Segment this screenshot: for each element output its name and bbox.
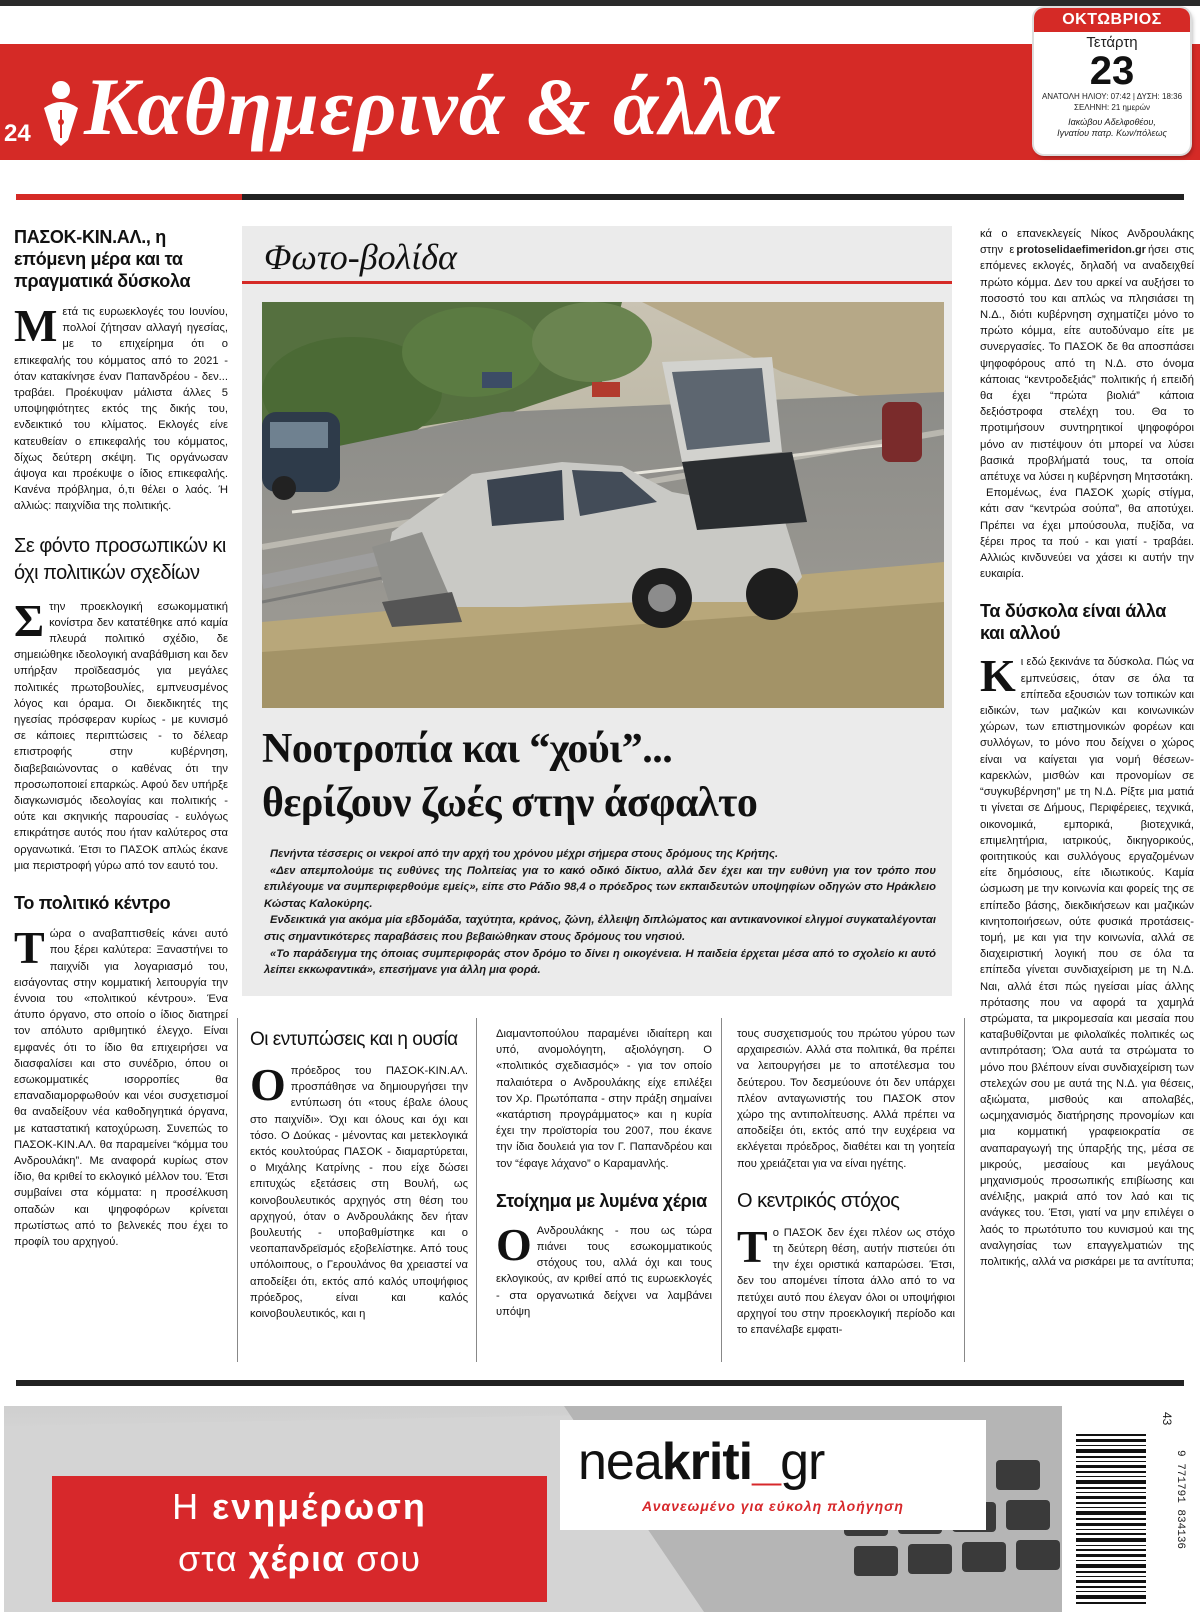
feature-kicker: Φωτο-βολίδα [264, 237, 457, 277]
headline-line-1: Νοοτροπία και “χούι”... [262, 726, 673, 772]
subheading: Το πολιτικό κέντρο [14, 893, 171, 914]
ad-brand-box [560, 1420, 986, 1530]
lead-paragraph: «Δεν απεμπολούμε τις ευθύνες της Πολιτείας για το κακό οδικό δίκτυο, αλλά δεν έχει και την ευθύνη για τον τρόπο που επιλέγουμε να συμπεριφερθούμε εμείς», είπε στο Ράδιο 98,4 ο πρόεδρος των εκπαιδευτών υποψηφίων οδηγών στο Ηράκλειο Κώστας Καλοκύρης. [264, 864, 936, 910]
barcode-bars-icon [1076, 1412, 1156, 1610]
article-paragraph: Επομένως, ένα ΠΑΣΟΚ χωρίς στίγμα, κάτι σαν “κεντρώα σούπα”, θα αποτύχει. Πρέπει να έχει μπούσουλα, πυξίδα, να ξέρει προς τα πού - και γιατί - τραβάει. Αλλιώς κινδυνεύει να χάσει κι αυτήν την ευκαιρία. [980, 487, 1194, 581]
article-paragraph: τους συσχετισμούς του πρώτου γύρου των αρχαιρεσιών. Αλλά στα πολιτικά, θα πρέπει να λειτουργήσει με το αποτέλεσμα του δεύτερου. Τον δεσμεύουνε ότι δεν υπάρχει πλέον ανταγωνιστής του ΠΑΣΟΚ στον χώρο της αντιπολίτευσης. Αλλά πρέπει να αποδείξει ότι, εκτός από την ευχέρεια να εκλέγεται πρόεδρος, διαθέτει και τη γοητεία που χρειάζεται για να είναι ηγέτης. [737, 1028, 955, 1170]
subheading: Στοίχημα με λυμένα χέρια [496, 1190, 707, 1211]
ad-brand-logo: neakriti_gr [578, 1433, 825, 1491]
ad-slogan-box [52, 1476, 547, 1602]
calendar-sun-times: ΑΝΑΤΟΛΗ ΗΛΙΟΥ: 07:42 | ΔΥΣΗ: 18:36 [1041, 92, 1183, 101]
barcode-digits: 9 771791 834136 [1174, 1450, 1186, 1550]
dropcap: Ο [250, 1059, 286, 1110]
calendar-moon: ΣΕΛΗΝΗ: 21 ημερών [1074, 103, 1150, 112]
masthead [0, 44, 1200, 160]
watermark: protoselidaefimeridon.gr [1016, 244, 1146, 257]
article-paragraph-2 [14, 594, 228, 874]
lead-paragraph: Πενήντα τέσσερις οι νεκροί από την αρχή του χρόνου μέχρι σήμερα στους δρόμους της Κρήτης. [270, 848, 779, 860]
lead-paragraph: «Το παράδειγμα της όποιας συμπεριφοράς στον δρόμο το δίνει η οικογένεια. Η παιδεία έρχεται μέσα από το σχολείο κι αυτό λείπει εκκωφαντικά», επεσήμανε για άλλη μια φορά. [264, 947, 936, 977]
column-2-article [250, 1026, 468, 1322]
article-paragraph [980, 650, 1194, 1270]
calendar-card [1034, 8, 1190, 154]
calendar-day: 23 [1089, 49, 1135, 93]
calendar-weekday: Τετάρτη [1086, 34, 1138, 51]
article-paragraph [980, 226, 1194, 485]
ad-slogan-line-1: Η ενημέρωση [172, 1486, 427, 1527]
paragraph-text: ο ΠΑΣΟΚ δεν έχει πλέον ως στόχο τη δεύτερη θέση, αυτήν πιστεύει ότι την έχει οριστικά καπαρώσει. Έτσι, δεν του απομένει τίποτα άλλο από το να πετύχει αυτό που έλεγαν όλοι οι υποψήφιοι αρχηγοί του στην προεκλογική περίοδο και το επανέλαβε εμφατι- [737, 1226, 955, 1337]
kicker-rule [242, 281, 952, 284]
crash-photo [262, 302, 944, 708]
article-paragraph-3 [14, 922, 228, 1250]
dropcap: Κ [980, 650, 1016, 702]
article-paragraph [737, 1220, 955, 1338]
neakriti-advertisement[interactable] [4, 1406, 1062, 1612]
feature-lead [264, 846, 936, 979]
paragraph-text: ετά τις ευρωεκλογές του Ιουνίου, πολλοί ζήτησαν αλλαγή ηγεσίας, με το επιχείρημα ότι ο επικεφαλής του κόμματος από το 2021 - όταν κατακίνησε έναν Παπανδρέου - δεν... τραβάει. Προέκυψαν μάλιστα άλλες 5 υποψηφιότητες εκτός της δικής του, ενδεικτικό του κλίματος. Εκλογές είνε κατευθείαν ο επικεφαλής του κόμματος, δίχως δεύτερη σκέψη. Τις οργάνωσαν άψογα και προέκυψε ο ίδιος επικεφαλής. Κανένα πρόβλημα, ό,τι θέλει ο λαός. Ή αλλιώς: παιχνίδια της πολιτικής. [14, 306, 228, 513]
feature-headline [262, 722, 942, 830]
article-paragraph: Διαμαντοπούλου παραμένει ιδιαίτερη και υπό, ανομολόγητη, αξιολόγηση. Ο «πολιτικός σχεδιασμός» - για τον οποίο παλαιότερα ο Ανδρουλάκης είχε επιλέξει τον Χρ. Πρωτόπαπα - στην πράξη σημαίνει «κατάρτιση προγράμματος» και η κυρία έχει την προϊστορία του 2007, που έκανε την ίδια δουλειά για τον Γ. Παπανδρέου και τον “έφαγε λάχανο” ο Καραμανλής. [496, 1028, 712, 1170]
issue-number: 43 [1160, 1412, 1174, 1426]
article-headline: ΠΑΣΟΚ-ΚΙΝ.ΑΛ., η επόμενη μέρα και τα πραγματικά δύσκολα [14, 227, 191, 291]
column-separator [964, 1018, 965, 1362]
paragraph-text: την προεκλογική εσωκομματική κονίστρα δεν κατατέθηκε από καμία πλευρά πολιτικό σχέδιο, δε σημειώθηκε ιδεολογική αναβάθμιση και δεν υπήρξαν προϊδεασμός για μεγάλες πολιτικές πρωτοβουλίες, εμπνευσμένος λόγος και όραμα. Οι διεκδικητές της ηγεσίας πρόσφεραν κυρίως - με κυνισμό σε κάποιες περιπτώσεις - το δέλεαρ επιστροφής στην κυβέρνηση, διαβεβαιώνοντας ο καθένας ότι την προσωποποιεί επαρκώς. Αφού δεν υπήρξε διαγκωνισμός ιδεολογίας και πολιτικής - ούτε και σκηνικής παρουσίας - ευλόγως επικράτησε αυτός που ήταν καλύτερος στα οργανωτικά. Έτσι το ΠΑΣΟΚ απλώς έκανε μια περιστροφή γύρω από τον εαυτό του. [14, 600, 228, 872]
paragraph-text: Ανδρουλάκης - που ως τώρα πιάνει τους εσωκομματικούς στόχους του, αλλά όχι και τους εκλογικούς, αν κριθεί από τις ευρωεκλογές - στα οργανωτικά δείχνει να λαμβάνει υπόψη [496, 1224, 712, 1318]
article-paragraph-1 [14, 300, 228, 515]
paragraph-text: πρόεδρος του ΠΑΣΟΚ-ΚΙΝ.ΑΛ. προσπάθησε να δημιουργήσει την εντύπωση ότι «τους έβαλε όλους στο παιχνίδι». Όχι και όλους και όχι και τόσο. Ο Δούκας - μένοντας και μετεκλογικά εκτός κουλτούρας ΠΑΣΟΚ - διαμαρτύρεται, ο Μιχάλης Κατρίνης - που είχε δώσει επιτυχώς εξετάσεις στη Βουλή, ως κοινοβουλευτικός αρχηγός στη θέση του αρχηγού, όταν ο Ανδρουλάκης δεν ήταν βουλευτής - υποβαθμίστηκε και ο νεοπαπανδρεϊσμός εξοβελίστηκε. Από τους υπόλοιπους, ο Γερουλάνος θα χρειαστεί να αποδείξει ότι, εκτός από καλός υποψήφιος πρόεδρος, είναι και καλός κοινοβουλευτικός, και η [250, 1065, 468, 1321]
page-number: 24 [4, 120, 31, 147]
left-column-article [14, 226, 228, 1250]
footer-rule [16, 1380, 1184, 1386]
subheading: Τα δύσκολα είναι άλλα και αλλού [980, 601, 1166, 644]
article-paragraph [250, 1059, 468, 1322]
dropcap: Μ [14, 300, 58, 351]
ad-tagline: Ανανεωμένο για εύκολη πλοήγηση [642, 1498, 904, 1514]
paragraph-text: ι εδώ ξεκινάνε τα δύσκολα. Πώς να εμπνεύσεις, όταν σε όλα τα επίπεδα εξουσιών των τοπικών και ειδικών, των μαζικών και κοινωνικών χώρων, των επιστημονικών φορέων και συλλόγων, το μόνο που δείχνει ο χώρος είναι να καίγεται για νομή θέσεων-καρεκλών, μισθών και προνομίων σε “συγκυβέρνηση” με τη Ν.Δ. Ρίξτε μια ματιά τι γίνεται σε Δήμους, Περιφέρειες, τεχνικά, οικονομικά, εμπορικά, βιοτεχνικά, επιμελητήρια, ιατρικούς, δικηγορικούς, φοιτητικούς και συλλόγους εργαζομένων είτε δημόσιους, είτε ιδιωτικούς. Καμία ώσμωση με την κοινωνία και φορείς της σε επίπεδο βάσης, διεκδικήσεων και μαζικών κινητοποιήσεων, ούτε φυσικά προτάσεις-τομή, με και για την κοινωνία, αλλά σε διαχειριστική λογική που σε όλα τα επίπεδα γίνεται συνδιαχείριση με τη Ν.Δ. Ναι, αλλά έτσι πώς ηγείσαι μίας άλλης πρότασης που να αφορά τα χαμηλά στρώματα, τα μικρομεσαία και μεσαία που καταβυθίζονται με φιλολαϊκές πολιτικές ως αντιπρόταση; Όλα αυτά τα στρώματα το μόνο που βλέπουν είναι συνδιαχείριση των στελεχών σου με αυτά της Ν.Δ. για θέσεις, αξιώματα, μισθούς και απολαβές, ωςμηχανισμός διατήρησης προνομίων και μια κομματική γραφειοκρατία σε αναπαραγωγή της ύπαρξής της, μέσα σε μικρούς, μεσαίους και μεγάλους μηχανισμούς προσωπικής επιβίωσης και ανέλιξης, μακριά από τον λαό και τις ανάγκες του. Έτσι, γιατί να μην επιλέγει ο λαός το πρωτότυπο του κυνισμού και της αναλγησίας των επαγγελματιών της πολιτικής, αλλά να ρισκάρει με τα αντίτυπα; [980, 656, 1194, 1268]
ad-slogan-line-2: στα χέρια σου [177, 1538, 422, 1579]
top-rule [0, 0, 1200, 6]
right-column-article [980, 226, 1194, 1270]
section-divider-accent [16, 194, 242, 200]
lead-paragraph: Ενδεικτικά για ακόμα μία εβδομάδα, ταχύτητα, κράνος, ζώνη, έλλειψη διπλώματος και αντικανονικοί ελιγμοί συγκαταλέγονται στις σημαντικότερες παραβάσεις που βεβαιώθηκαν στους δρόμους του νησιού. [264, 914, 936, 943]
column-4-article [737, 1026, 955, 1338]
column-separator [721, 1018, 722, 1362]
calendar-month: ΟΚΤΩΒΡΙΟΣ [1034, 8, 1190, 32]
article-paragraph [496, 1218, 712, 1320]
barcode [1074, 1410, 1196, 1612]
dropcap: Τ [14, 922, 45, 974]
headline-line-2: θερίζουν ζωές στην άσφαλτο [262, 780, 758, 826]
masthead-title: Καθημερινά & άλλα [84, 61, 781, 152]
subheading: Ο κεντρικός στόχος [737, 1189, 900, 1212]
subheading: Σε φόντο προσωπικών κι όχι πολιτικών σχεδίων [14, 534, 226, 584]
column-separator [476, 1018, 477, 1362]
calendar-saints-1: Ιακώβου Αδελφοθέου, [1068, 117, 1156, 127]
paragraph-text: ήσει στις επόμενες εκλογές, δηλαδή να αναδειχθεί πρώτο κόμμα. Δεν του αρκεί να αυξήσει το ποσοστό του και απλώς να πλησιάσει τη Ν.Δ., διότι κυβέρνηση σχηματίζει μόνο το πρώτο κόμμα, είτε αυτοδύναμο είτε με συνεργασίες. Το ΠΑΣΟΚ δε θα αποσπάσει ψηφοφόρους από τη Ν.Δ. στο όνομα κάποιας “κεντροδεξιάς” πολιτικής ή επειδή θα έχει “πρώτα βιολιά” κάποια δεξιόστροφα στελέχη του. Θα το προτιμήσουν συντηρητικοί ψηφοφόροι μόνο αν πιστέψουν ότι μπορεί να λύσει βασικά προβλήματά τους, τα οποία απέτυχε να λύσει η κυβέρνηση Μητσοτάκη. [980, 244, 1194, 484]
column-separator [237, 1018, 238, 1362]
pen-nib-logo-icon [38, 74, 84, 146]
paragraph-text: ώρα ο αναβαπτισθείς κάνει αυτό που ξέρει καλύτερα: Ξαναστήνει το παιχνίδι για λογαριασμό του, εισάγοντας στην κομματική λειτουργία την έννοια του «πολιτικού κέντρου». Ένα άτυπο όργανο, στο οποίο ο ίδιος διατηρεί τον απόλυτο αριθμητικό έλεγχο. Είναι εμφανές ότι το ίδιο θα επιχειρήσει να διασφαλίσει και στο συνέδριο, όπου οι εσωκομματικές ισορροπίες θα επαναδιαμορφωθούν και νέοι συσχετισμοί θα αναδείξουν νέα καθοδηγητικά όργανα, με καταστατική κατοχύρωση. Συνεπώς το ΠΑΣΟΚ-ΚΙΝ.ΑΛ. θα παραμείνει “κόμμα του Ανδρουλάκη”. Με αναφορά κυρίως στον ίδιο, θα κριθεί το εκλογικό μέλλον του. Έτσι συμβαίνει στα κόμματα: η προσέλκυση οπαδών και ψηφοφόρων κρίνεται πρωτίστως από το βελνεκές που έχει το προφίλ του αρχηγού. [14, 928, 228, 1248]
paragraph-text: κά ο επανεκλεγείς Νίκος Ανδρουλάκης στην ε [980, 228, 1194, 257]
subheading: Οι εντυπώσεις και η ουσία [250, 1029, 458, 1050]
dropcap: Ο [496, 1218, 532, 1270]
dropcap: Σ [14, 594, 45, 646]
dropcap: Τ [737, 1220, 768, 1272]
photo-feature-box [242, 226, 952, 996]
column-3-article [496, 1026, 712, 1320]
calendar-saints-2: Ιγνατίου πατρ. Κων/πόλεως [1057, 128, 1167, 138]
crashed-car-photo-icon [262, 302, 944, 708]
